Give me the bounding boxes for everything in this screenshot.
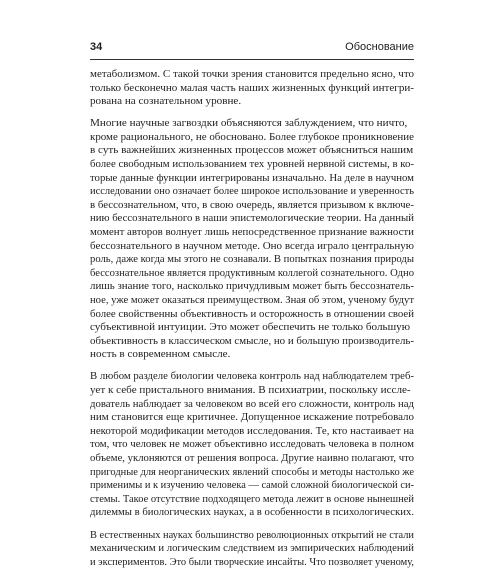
text-line: ним становится еще критичнее. Допущенное искажение потребовало xyxy=(90,412,414,424)
text-line: Многие научные загвоздки объясняются заблуждением, что ничто, xyxy=(90,118,408,130)
text-line: кроме рационального, не обосновано. Более глубокое проникновение xyxy=(90,131,415,143)
text-line: некоторой модификации методов исследования. Те, кто настаивает на xyxy=(90,425,414,437)
text-line: лишь знание того, насколько причудливым может быть бессознатель- xyxy=(90,281,414,293)
text-line: бессознательного в научном методе. Оно всегда играло центральную xyxy=(90,240,414,252)
text-line: В любом разделе биологии человека контроль над наблюдателем треб- xyxy=(90,371,414,383)
text-line: пригодные для неорганических явлений способы и методы настолько же xyxy=(90,466,414,478)
text-line: нию бессознательного в наши эпистемологические теории. На данный xyxy=(90,213,414,225)
text-line: применимы и к изучению человека — самой сложной биологической си- xyxy=(90,480,414,492)
text-line: ное, уже может оказаться преимуществом. Зная об этом, ученому будут xyxy=(90,295,414,306)
text-line: том, что человек не может объективно исследовать человека в полном xyxy=(90,439,414,451)
text-line: только бесконечно малая часть наших жизненных функций интегри- xyxy=(90,82,414,94)
paragraph xyxy=(90,68,420,109)
text-line: субъективной интуиции. Это может обеспечить не только большую xyxy=(90,322,411,334)
text-line: исследовании оно означает более широкое использование и уверенность xyxy=(90,186,414,198)
text-line: ует к себе пристального внимания. В психиатрии, поскольку иссле- xyxy=(90,385,411,397)
text-line: рована на сознательном уровне. xyxy=(90,96,242,108)
text-line: бессознательное является продуктивным коллегой сознательного. Одно xyxy=(90,267,414,279)
running-head xyxy=(90,41,414,59)
text-line: в бессознательном, что, в свою очередь, является призывом к включе- xyxy=(90,199,414,211)
paragraph xyxy=(90,529,420,570)
paragraph xyxy=(90,370,420,520)
body-text xyxy=(90,68,420,578)
text-line: более свободным использованием тех уровней нервной системы, в ко- xyxy=(90,159,414,171)
text-line: дилеммы в биологических науках, а в особенности в психологических. xyxy=(90,507,414,519)
text-line: В естественных науках большинство революционных открытий не стали xyxy=(90,529,414,541)
page-number: 34 xyxy=(90,41,103,53)
text-line: момент авторов волнует лишь непосредственное признание важности xyxy=(90,227,414,239)
text-line: механическим и логическим следствием из эмпирических наблюдений xyxy=(90,543,414,555)
text-line: объективность в классическом смысле, но и большую производитель- xyxy=(90,335,414,347)
text-line: ность в современном смысле. xyxy=(90,349,231,361)
text-line: роль, даже когда мы этого не сознавали. В попытках познания природы xyxy=(90,254,414,266)
text-line: и экспериментов. Это были творческие инсайты. Что позволяет ученому, xyxy=(90,556,414,568)
text-line: торые данные функции интегрированы изначально. На деле в научном xyxy=(90,172,414,184)
section-title: Обоснование xyxy=(345,41,414,53)
text-line: дователь наблюдает за человеком во всей его сложности, контроль над xyxy=(90,398,414,410)
text-line: объеме, уклоняются от решения вопроса. Другие наивно полагают, что xyxy=(90,453,414,465)
text-line: в суть важнейших жизненных процессов может объясниться нашим xyxy=(90,145,414,157)
text-line: более свойственны объективность и осторожность в отношении своей xyxy=(90,308,414,320)
text-line: метаболизмом. С такой точки зрения становится предельно ясно, что xyxy=(90,69,414,80)
header-rule xyxy=(90,59,414,60)
paragraph xyxy=(90,117,420,362)
text-line: стемы. Такое отсутствие подходящего метода лежит в основе нынешней xyxy=(90,493,414,505)
